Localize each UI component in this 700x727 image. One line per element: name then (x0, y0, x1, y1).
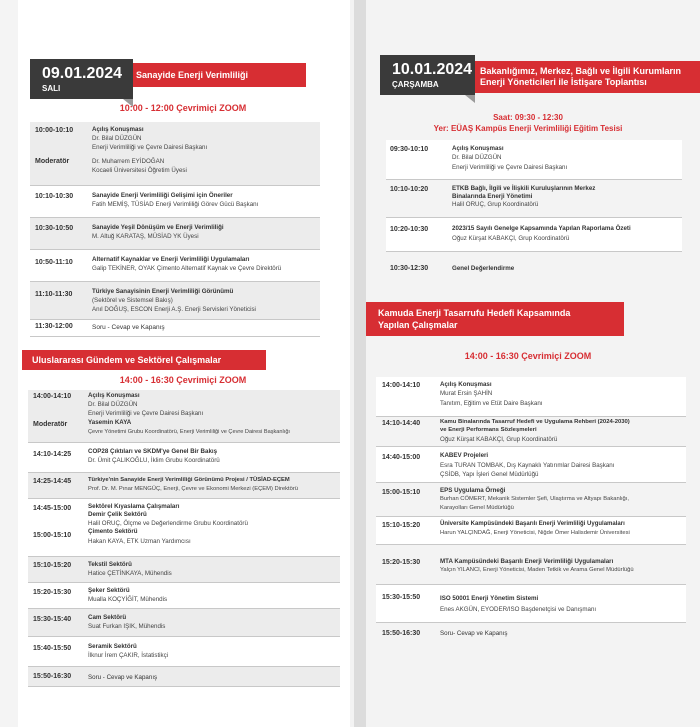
row-title: Açılış Konuşması (452, 145, 504, 152)
row-title: Açılış Konuşması (88, 392, 140, 399)
row-time: 15:30-15:50 (382, 594, 421, 601)
table-row (28, 667, 340, 687)
day1-weekday: SALI (42, 84, 61, 93)
day1-title-bar (110, 63, 306, 87)
row-speaker: Dr. Bilal DÜZGÜN (88, 401, 138, 408)
row-time: 15:10-15:20 (382, 522, 421, 529)
row-time: 14:45-15:00 (33, 505, 72, 512)
row-speaker: Oğuz Kürşat KABAKÇI, Grup Koordinatörü (440, 436, 558, 443)
day2-session-location: Yer: EÜAŞ Kampüs Enerji Verimliliği Eğitim Tesisi (433, 124, 623, 133)
row-speaker: Oğuz Kürşat KABAKÇI, Grup Koordinatörü (452, 235, 570, 242)
day2-title-line1: Bakanlığımız, Merkez, Bağlı ve İlgili Kurumların (480, 66, 682, 76)
row-time: 14:10-14:40 (382, 420, 421, 427)
table-row (28, 637, 340, 667)
row-time: 15:00-15:10 (33, 532, 72, 539)
row-time: 09:30-10:10 (390, 146, 429, 153)
day2-title-bar (462, 61, 700, 93)
row-time: 15:00-15:10 (382, 489, 421, 496)
row-title: ve Enerji Performans Sözleşmeleri (440, 427, 537, 433)
row-title: Yasemin KAYA (88, 419, 132, 426)
row-time: 10:30-10:50 (35, 225, 74, 232)
kamu-title-line2: Yapılan Çalışmalar (378, 320, 458, 330)
row-title: Sektörel Kıyaslama Çalışmaları (88, 503, 180, 510)
day2-date-fold (465, 95, 475, 103)
row-time: 15:30-15:40 (33, 616, 72, 623)
row-role: ÇSİDB, Yapı İşleri Genel Müdürlüğü (440, 471, 539, 478)
row-speaker: Dr. Muharrem EYİDOĞAN (92, 158, 165, 165)
day2-title-line2: Enerji Yöneticileri ile İstişare Toplantısı (480, 77, 647, 87)
row-time: Moderatör (35, 158, 70, 165)
row-speaker: Burhan CÖMERT, Mekanik Sistemler Şefi, Ulaştırma ve Altyapı Bakanlığı, (440, 496, 630, 502)
row-time: 15:50-16:30 (33, 673, 72, 680)
table-row (376, 377, 686, 417)
row-speaker: Mualla KOÇYİĞİT, Mühendis (88, 596, 168, 603)
table-row (376, 545, 686, 585)
row-time: 15:20-15:30 (33, 589, 72, 596)
row-time: 15:20-15:30 (382, 559, 421, 566)
day1-date: 09.01.2024 (42, 65, 123, 82)
row-time: 10:00-10:10 (35, 127, 74, 134)
row-speaker: Anıl DOĞUŞ, ESCON Enerji A.Ş. Enerji Servisleri Yöneticisi (92, 306, 256, 313)
row-subtitle: (Sektörel ve Sistemsel Bakış) (92, 297, 173, 304)
table-row (30, 320, 320, 337)
table-row (30, 122, 320, 186)
row-title: Seramik Sektörü (88, 643, 137, 650)
row-title: Açılış Konuşması (92, 126, 144, 133)
table-row (28, 583, 340, 609)
row-time: 11:10-11:30 (35, 291, 73, 298)
row-speaker: Dr. Ümit ÇALIKOĞLU, İklim Grubu Koordinatörü (88, 457, 220, 464)
row-role: Karayolları Genel Müdürlüğü (440, 505, 514, 511)
row-role: Kocaeli Üniversitesi Öğretim Üyesi (92, 167, 187, 174)
row-title: Soru - Cevap ve Kapanış (88, 674, 158, 681)
row-title: Kamu Binalarında Tasarruf Hedefi ve Uygulama Rehberi (2024-2030) (440, 419, 630, 425)
intl-session-time: 14:00 - 16:30 Çevrimiçi ZOOM (119, 375, 247, 385)
row-speaker: Esra TURAN TOMBAK, Dış Kaynaklı Yatırımlar Dairesi Başkanı (440, 462, 615, 469)
row-speaker: Galip TEKİNER, OYAK Çimento Alternatif Kaynak ve Çevre Direktörü (92, 265, 282, 272)
row-speaker: Halil ORUÇ, Grup Koordinatörü (452, 201, 539, 208)
row-title: Üniversite Kampüsündeki Başarılı Enerji Verimliliği Uygulamaları (440, 521, 625, 527)
row-time: 11:30-12:00 (35, 323, 73, 330)
day2-date-box (380, 55, 475, 95)
row-title: COP28 Çıktıları ve SKDM'ye Genel Bir Bakış (88, 448, 218, 455)
row-time: 14:10-14:25 (33, 451, 72, 458)
table-row (28, 609, 340, 637)
day2-date: 10.01.2024 (392, 61, 473, 78)
row-time: 15:50-16:30 (382, 630, 421, 637)
row-role: Çevre Yönetimi Grubu Koordinatörü, Enerji Verimliliği ve Çevre Dairesi Başkanlığı (88, 429, 290, 435)
row-role: Enerji Verimliliği ve Çevre Dairesi Başkanı (88, 410, 204, 417)
table-row (28, 557, 340, 583)
row-title: Şeker Sektörü (88, 587, 130, 594)
row-speaker: Fatih MEMİŞ, TÜSİAD Enerji Verimliliği Görev Gücü Başkanı (92, 201, 259, 208)
row-time: 15:40-15:50 (33, 645, 72, 652)
row-title: ETKB Bağlı, İlgili ve İlişkili Kuruluşlarının Merkez (452, 185, 596, 192)
kamu-title (378, 307, 570, 331)
row-time: 15:10-15:20 (33, 562, 72, 569)
row-speaker: Harun YALÇINDAĞ, Enerji Yöneticisi, Niğde Ömer Halisdemir Üniversitesi (440, 530, 630, 536)
left-edge-strip (0, 0, 18, 727)
row-role: Tanıtım, Eğitim ve Etüt Daire Başkanı (440, 400, 543, 407)
row-time: 10:50-11:10 (35, 259, 73, 266)
intl-title-bar (22, 350, 266, 370)
row-speaker: Enes AKGÜN, EYODER/ISO Başdenetçisi ve Danışmanı (440, 606, 597, 613)
row-speaker: Dr. Bilal DÜZGÜN (452, 154, 502, 161)
row-speaker: M. Altuğ KARATAŞ, MÜSİAD YK Üyesi (92, 233, 199, 240)
row-title: Demir Çelik Sektörü (88, 511, 147, 518)
row-time: 10:10-10:20 (390, 186, 429, 193)
row-time: Moderatör (33, 421, 68, 428)
day2-session-time: Saat: 09:30 - 12:30 (493, 113, 563, 122)
kamu-title-bar (366, 302, 624, 336)
day2-weekday: ÇARŞAMBA (392, 80, 439, 89)
row-time: 14:25-14:45 (33, 478, 72, 485)
row-title: Sanayide Enerji Verimliliği Gelişimi için Öneriler (92, 192, 233, 199)
row-speaker: İlknur İrem ÇAKIR, İstatistikçi (88, 652, 169, 659)
row-speaker: Suat Furkan IŞIK, Mühendis (88, 623, 166, 630)
row-speaker: Yalçın YILANCI, Enerji Yöneticisi, Maden Tetkik ve Arama Genel Müdürlüğü (440, 567, 634, 573)
table-row (376, 585, 686, 623)
table-row (28, 499, 340, 557)
row-time: 10:20-10:30 (390, 226, 429, 233)
day2-title (480, 66, 681, 88)
row-time: 14:00-14:10 (382, 382, 421, 389)
row-title: EPS Uygulama Örneği (440, 487, 506, 494)
row-title: Çimento Sektörü (88, 528, 138, 535)
row-title: MTA Kampüsündeki Başarılı Enerji Verimliliği Uygulamaları (440, 558, 614, 565)
row-speaker: Hatice ÇETİNKAYA, Mühendis (88, 570, 172, 577)
row-role: Enerji Verimliliği ve Çevre Dairesi Başkanı (452, 164, 568, 171)
day1-date-box (30, 59, 133, 99)
row-speaker: Halil ORUÇ, Ölçme ve Değerlendirme Grubu Koordinatörü (88, 520, 248, 527)
row-time: 14:40-15:00 (382, 454, 421, 461)
kamu-title-line1: Kamuda Enerji Tasarrufu Hedefi Kapsamında (378, 308, 571, 318)
row-title: Türkiye'nin Sanayide Enerji Verimliliği Görünümü Projesi / TÜSİAD-EÇEM (88, 477, 290, 483)
row-title: Alternatif Kaynaklar ve Enerji Verimliliği Uygulamaları (92, 256, 250, 263)
kamu-session-time: 14:00 - 16:30 Çevrimiçi ZOOM (464, 351, 592, 361)
day1-session-time: 10:00 - 12:00 Çevrimiçi ZOOM (119, 103, 247, 113)
row-title: Cam Sektörü (88, 614, 127, 621)
row-title: Sanayide Yeşil Dönüşüm ve Enerji Verimliliği (92, 224, 224, 231)
row-role: Enerji Verimliliği ve Çevre Dairesi Başkanı (92, 144, 208, 151)
row-speaker: Prof. Dr. M. Pınar MENGÜÇ, Enerji, Çevre ve Ekonomi Merkezi (EÇEM) Direktörü (88, 486, 299, 492)
row-speaker: Hakan KAYA, ETK Uzman Yardımcısı (88, 538, 191, 545)
row-title: 2023/15 Sayılı Genelge Kapsamında Yapılan Raporlama Özeti (452, 225, 631, 232)
intl-title: Uluslararası Gündem ve Sektörel Çalışmalar (32, 355, 222, 365)
row-title: Tekstil Sektörü (88, 561, 132, 568)
row-speaker: Murat Ersin ŞAHİN (440, 390, 493, 397)
table-row (386, 140, 682, 180)
row-time: 14:00-14:10 (33, 393, 72, 400)
row-title: Açılış Konuşması (440, 381, 492, 388)
row-title: Genel Değerlendirme (452, 265, 515, 272)
row-time: 10:30-12:30 (390, 265, 429, 272)
row-title: Türkiye Sanayisinin Enerji Verimliliği Görünümü (92, 288, 234, 295)
row-title: Soru - Cevap ve Kapanış (92, 324, 165, 331)
column-divider (354, 0, 366, 727)
row-speaker: Dr. Bilal DÜZGÜN (92, 135, 142, 142)
row-time: 10:10-10:30 (35, 193, 74, 200)
day1-title: Sanayide Enerji Verimliliği (136, 70, 249, 80)
row-title: Binalarında Enerji Yönetimi (452, 193, 533, 200)
row-title: Soru- Cevap ve Kapanış (440, 630, 508, 637)
row-title: KABEV Projeleri (440, 452, 489, 459)
row-title: ISO 50001 Enerji Yönetim Sistemi (440, 595, 539, 602)
